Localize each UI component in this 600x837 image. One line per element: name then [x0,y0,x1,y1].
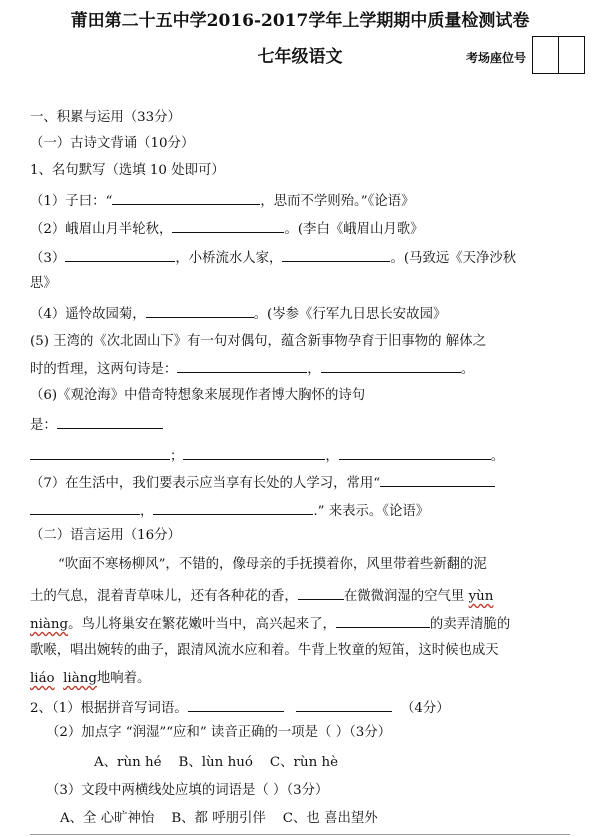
question-text: 。(岑参《行军九日思长安故园》 [253,307,447,322]
pinyin-prompt: liàng [63,671,97,686]
question-text: .” 来表示。《论语》 [313,504,430,519]
passage-line [30,585,493,607]
question-1-6: （6)《观沧海》中借奇特想象来展现作者博大胸怀的诗句 [30,388,366,403]
passage-text: 。鸟儿将巢安在繁花嫩叶当中，高兴起来了， [68,617,336,632]
passage-text: 的卖弄清脆的 [429,617,511,632]
answer-blank[interactable] [146,303,254,318]
option-c[interactable]: C、也 喜出望外 [282,811,378,826]
question-text: ， [140,504,154,519]
question-1-7 [30,472,495,494]
question-text: （1）子曰：“ [30,194,113,209]
option-b[interactable]: B、lùn huó [178,755,253,770]
passage-text: 在微微润湿的空气里 [343,589,465,604]
question-1-4 [30,303,446,325]
question-2-1 [30,697,450,719]
question-text: 。 [460,362,475,377]
question-1-2 [30,218,424,240]
seat-number-box-2[interactable] [558,36,585,74]
section-heading: 一、积累与运用（33分） [30,110,181,125]
answer-blank[interactable] [30,500,140,515]
question-1-1 [30,190,414,212]
seat-number-label: 考场座位号 [466,51,527,65]
question-1-heading: 1、名句默写（选填 10 处即可） [30,163,225,178]
answer-blank[interactable] [172,218,284,233]
option-b[interactable]: B、都 呼朋引伴 [171,811,266,826]
passage-line: 歌喉，唱出婉转的曲子，跟清风流水应和着。牛背上牧童的短笛，这时候也成天 [30,643,499,658]
question-text: （2）峨眉山月半轮秋， [30,222,173,237]
subsection-heading: （一）古诗文背诵（10分） [30,136,195,151]
question-1-6-lines [30,445,504,467]
answer-blank[interactable] [65,247,175,262]
question-1-5: (5) 王湾的《次北固山下》有一句对偶句，蕴含新事物孕育于旧事物的 解体之 [30,334,486,349]
question-2-3: （3）文段中两横线处应填的词语是（ ）（3分） [46,783,329,798]
answer-blank[interactable] [30,445,170,460]
exam-title: 莆田第二十五中学2016-2017学年上学期期中质量检测试卷 [70,11,530,31]
question-2-2: （2）加点字 “润湿”“应和” 读音正确的一项是（ ）（3分） [46,725,392,740]
answer-blank[interactable] [112,190,260,205]
answer-blank[interactable] [188,697,284,712]
passage-line [30,669,150,689]
question-text: 。(马致远《天净沙秋 [390,251,517,266]
answer-blank[interactable] [177,358,307,373]
passage-text: 地响着。 [96,671,151,686]
question-text: （4分） [400,701,450,716]
answer-blank[interactable] [57,414,163,429]
question-text: ； [170,449,184,464]
answer-blank[interactable] [339,445,491,460]
answer-blank[interactable] [336,613,430,628]
question-text: （4）遥怜故园菊， [30,307,146,322]
answer-blank[interactable] [282,247,390,262]
passage-line: “吹面不寒杨柳风”，不错的，像母亲的手抚摸着你，风里带着些新翻的泥 [58,557,487,572]
pinyin-prompt: niàng [30,617,69,632]
answer-blank[interactable] [380,472,495,487]
passage-text: 土的气息，混着青草味儿，还有各种花的香， [30,589,298,604]
page-bottom-divider [30,834,570,835]
question-1-7-cont [30,500,429,522]
pinyin-prompt: yùn [468,589,494,604]
question-text: 是： [30,418,57,433]
question-text: （7）在生活中，我们要表示应当享有长处的人学习，常用“ [30,476,381,491]
pinyin-prompt: liáo [30,671,55,686]
option-c[interactable]: C、rùn hè [269,755,339,770]
question-text: ，小桥流水人家， [175,251,283,266]
seat-number-box-1[interactable] [532,36,559,74]
question-text: 。 [490,449,505,464]
question-text: ， [307,362,321,377]
question-text: 时的哲理，这两句诗是： [30,362,178,377]
answer-blank[interactable] [321,358,461,373]
question-1-6-cont [30,414,163,436]
question-1-3 [30,247,516,269]
option-a[interactable]: A、rùn hé [94,755,162,770]
answer-blank[interactable] [296,697,392,712]
answer-blank[interactable] [298,585,344,600]
question-text: 2、（1）根据拼音写词语。 [30,701,188,716]
option-a[interactable]: A、全 心旷神怡 [60,811,155,826]
question-2-3-options [60,809,378,829]
question-1-5-cont [30,358,474,380]
answer-blank[interactable] [183,445,325,460]
exam-subtitle: 七年级语文 [257,47,343,67]
question-text: ， [325,449,339,464]
question-1-3-cont: 思》 [30,276,57,291]
answer-blank[interactable] [153,500,313,515]
question-text: ，思而不学则殆。”《论语》 [260,194,415,209]
question-text: （3） [30,251,66,266]
question-text: 。(李白《峨眉山月歌》 [284,222,424,237]
passage-line [30,613,510,635]
subsection-heading: （二）语言运用（16分） [30,528,181,543]
question-2-2-options [94,753,338,773]
